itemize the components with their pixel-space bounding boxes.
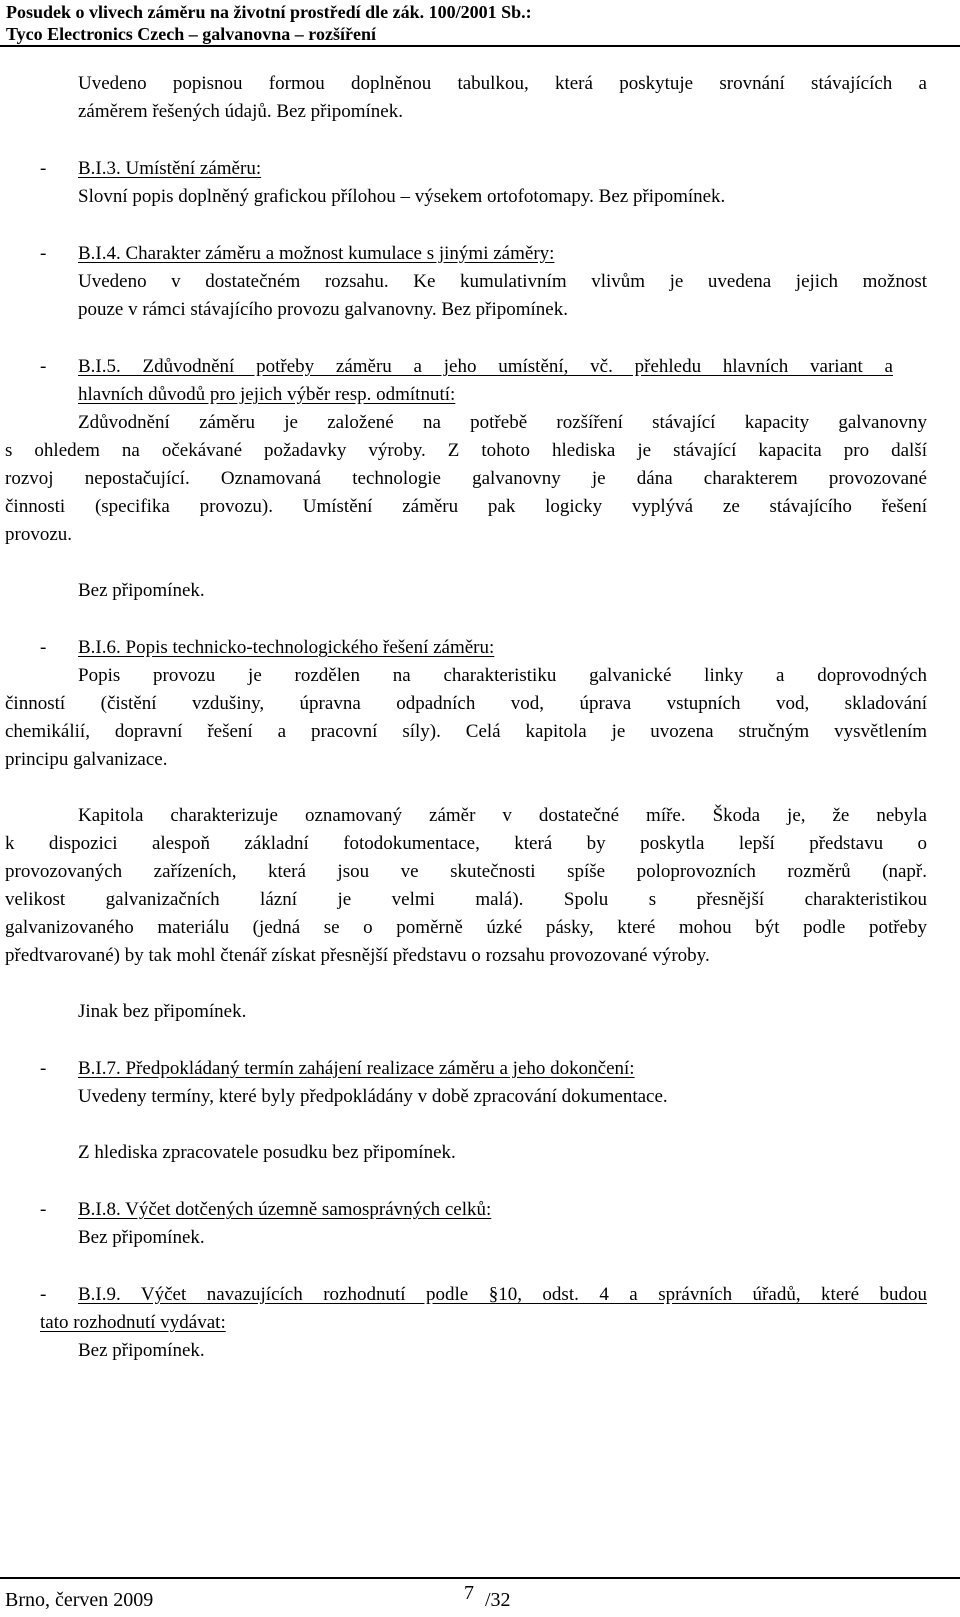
section-text-b5-line3: rozvoj nepostačující. Oznamovaná technologie galvanovny je dána charakterem provozované bbox=[5, 468, 927, 489]
section-title-b9-line1: B.I.9. Výčet navazujících rozhodnutí podle §10, odst. 4 a správních úřadů, které budou bbox=[78, 1284, 927, 1305]
bullet-dash: - bbox=[40, 356, 47, 377]
section-text-b6-p1-line2: činností (čistění vzdušiny, úpravna odpadních vod, úprava vstupních vod, skladování bbox=[5, 693, 927, 714]
section-text-b5-line2: s ohledem na očekávané požadavky výroby. Z tohoto hlediska je stávající kapacita pro další bbox=[5, 440, 927, 461]
bullet-dash: - bbox=[40, 158, 47, 179]
section-text-b6-p2-line4: velikost galvanizačních lázní je velmi malá). Spolu s přesnější charakteristikou bbox=[5, 889, 927, 910]
header-title-line2: Tyco Electronics Czech – galvanovna – rozšíření bbox=[6, 24, 376, 44]
footer-page-total: /32 bbox=[485, 1589, 511, 1611]
section-conclusion-b5: Bez připomínek. bbox=[78, 580, 205, 601]
section-text-b6-p2-line2: k dispozici alespoň základní fotodokumentace, která by poskytla lepší představu o bbox=[5, 833, 927, 854]
section-text-b4-line1: Uvedeno v dostatečném rozsahu. Ke kumulativním vlivům je uvedena jejich možnost bbox=[78, 271, 927, 292]
header-rule bbox=[0, 45, 960, 47]
section-text-b6-p2-line1: Kapitola charakterizuje oznamovaný záměr v dostatečné míře. Škoda je, že nebyla bbox=[78, 805, 927, 826]
section-text-b6-p2-line6: předtvarované) by tak mohl čtenář získat přesnější představu o rozsahu provozované výroby. bbox=[5, 945, 710, 966]
bullet-dash: - bbox=[40, 637, 47, 658]
section-text-b6-p2-line5: galvanizovaného materiálu (jedná se o poměrně úzké pásky, které mohou být podle potřeby bbox=[5, 917, 927, 938]
section-title-b6: B.I.6. Popis technicko-technologického řešení záměru: bbox=[78, 637, 495, 658]
section-text-b6-p1-line4: principu galvanizace. bbox=[5, 749, 168, 770]
paragraph-b2-line2: záměrem řešených údajů. Bez připomínek. bbox=[78, 101, 403, 122]
paragraph-b2-line1: Uvedeno popisnou formou doplněnou tabulkou, která poskytuje srovnání stávajících a bbox=[78, 73, 927, 94]
section-text-b6-p1-line3: chemikálií, dopravní řešení a pracovní síly). Celá kapitola je uvozena stručným vysvětlením bbox=[5, 721, 927, 742]
section-text-b4-line2: pouze v rámci stávajícího provozu galvanovny. Bez připomínek. bbox=[78, 299, 568, 320]
section-title-b7: B.I.7. Předpokládaný termín zahájení realizace záměru a jeho dokončení: bbox=[78, 1058, 635, 1079]
section-title-b5-line1: B.I.5. Zdůvodnění potřeby záměru a jeho umístění, vč. přehledu hlavních variant a bbox=[78, 356, 893, 377]
bullet-dash: - bbox=[40, 1284, 47, 1305]
footer-page-current: 7 bbox=[464, 1582, 474, 1604]
section-text-b6-p1-line1: Popis provozu je rozdělen na charakteristiku galvanické linky a doprovodných bbox=[78, 665, 927, 686]
footer-rule bbox=[0, 1577, 960, 1579]
bullet-dash: - bbox=[40, 1199, 47, 1220]
section-title-b9-line2: tato rozhodnutí vydávat: bbox=[40, 1312, 226, 1333]
section-conclusion-b7: Z hlediska zpracovatele posudku bez připomínek. bbox=[78, 1142, 456, 1163]
bullet-dash: - bbox=[40, 1058, 47, 1079]
section-title-b3: B.I.3. Umístění záměru: bbox=[78, 158, 262, 179]
section-text-b8: Bez připomínek. bbox=[78, 1227, 205, 1248]
section-text-b5-line5: provozu. bbox=[5, 524, 73, 545]
section-text-b3: Slovní popis doplněný grafickou přílohou – výsekem ortofotomapy. Bez připomínek. bbox=[78, 186, 726, 207]
section-title-b5-line2: hlavních důvodů pro jejich výběr resp. odmítnutí: bbox=[78, 384, 456, 405]
section-conclusion-b6: Jinak bez připomínek. bbox=[78, 1001, 247, 1022]
section-text-b7: Uvedeny termíny, které byly předpokládány v době zpracování dokumentace. bbox=[78, 1086, 668, 1107]
footer-place-date: Brno, červen 2009 bbox=[5, 1589, 154, 1611]
section-title-b4: B.I.4. Charakter záměru a možnost kumulace s jinými záměry: bbox=[78, 243, 555, 264]
section-text-b5-line1: Zdůvodnění záměru je založené na potřebě rozšíření stávající kapacity galvanovny bbox=[78, 412, 927, 433]
section-text-b6-p2-line3: provozovaných zařízeních, která jsou ve skutečnosti spíše poloprovozních rozměrů (např. bbox=[5, 861, 927, 882]
header-title-line1: Posudek o vlivech záměru na životní prostředí dle zák. 100/2001 Sb.: bbox=[6, 2, 532, 22]
section-title-b8: B.I.8. Výčet dotčených územně samosprávných celků: bbox=[78, 1199, 492, 1220]
section-text-b5-line4: činnosti (specifika provozu). Umístění záměru pak logicky vyplývá ze stávajícího řešení bbox=[5, 496, 927, 517]
bullet-dash: - bbox=[40, 243, 47, 264]
page-header bbox=[0, 0, 960, 48]
section-text-b9: Bez připomínek. bbox=[78, 1340, 205, 1361]
